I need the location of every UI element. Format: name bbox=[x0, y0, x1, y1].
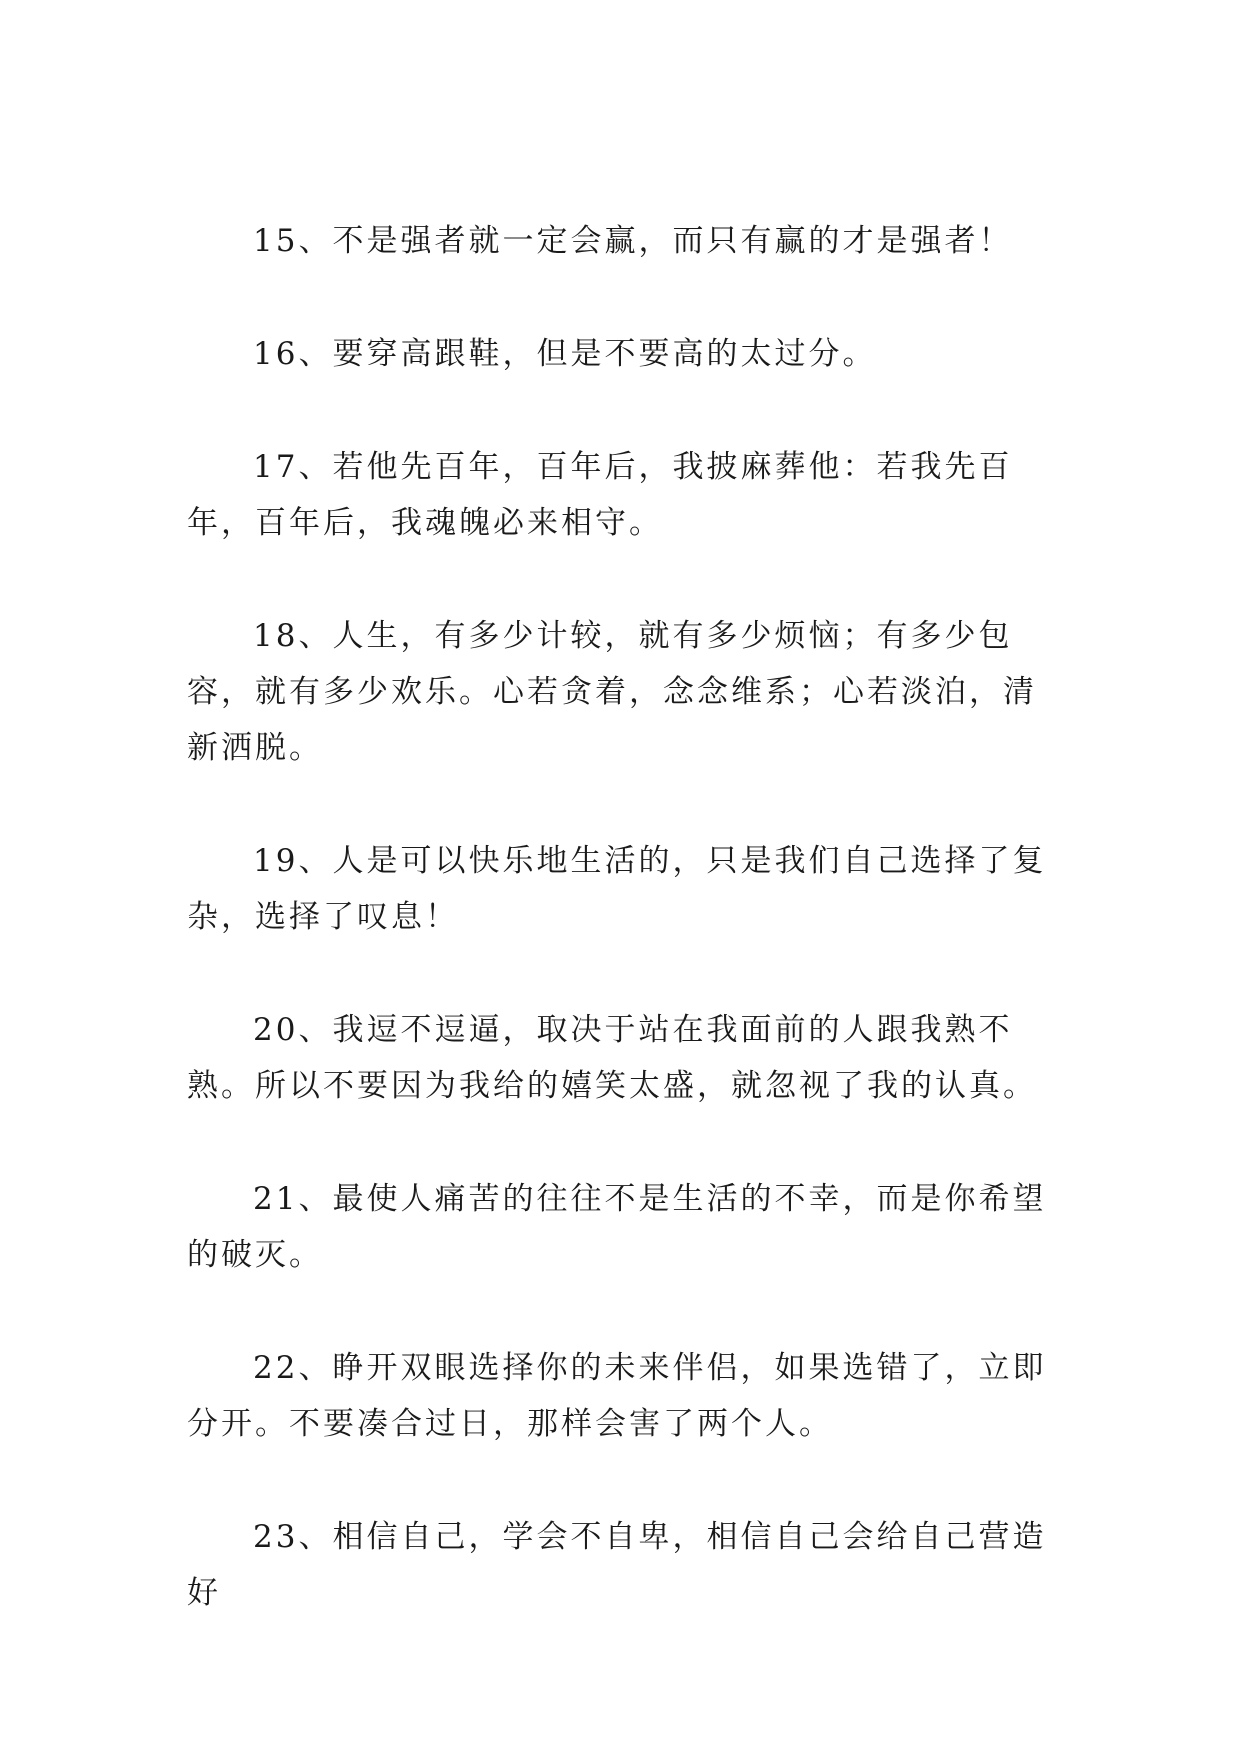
paragraph-23: 23、相信自己，学会不自卑，相信自己会给自己营造好 bbox=[187, 1519, 1047, 1611]
document-body bbox=[187, 213, 1067, 1678]
paragraph-17: 17、若他先百年，百年后，我披麻葬他：若我先百年，百年后，我魂魄必来相守。 bbox=[187, 449, 1013, 541]
paragraph-22: 22、睁开双眼选择你的未来伴侣，如果选错了，立即分开。不要凑合过日，那样会害了两个人。 bbox=[187, 1350, 1047, 1442]
paragraph-19: 19、人是可以快乐地生活的，只是我们自己选择了复杂，选择了叹息！ bbox=[187, 843, 1047, 935]
paragraph-21: 21、最使人痛苦的往往不是生活的不幸，而是你希望的破灭。 bbox=[187, 1181, 1047, 1273]
paragraph-20: 20、我逗不逗逼，取决于站在我面前的人跟我熟不熟。所以不要因为我给的嬉笑太盛，就忽视了我的认真。 bbox=[187, 1012, 1037, 1104]
paragraph-15: 15、不是强者就一定会赢，而只有赢的才是强者！ bbox=[253, 223, 1013, 259]
paragraph-18: 18、人生，有多少计较，就有多少烦恼；有多少包容，就有多少欢乐。心若贪着，念念维系；心若淡泊，清新洒脱。 bbox=[187, 618, 1037, 766]
paragraph-16: 16、要穿高跟鞋，但是不要高的太过分。 bbox=[253, 336, 877, 372]
